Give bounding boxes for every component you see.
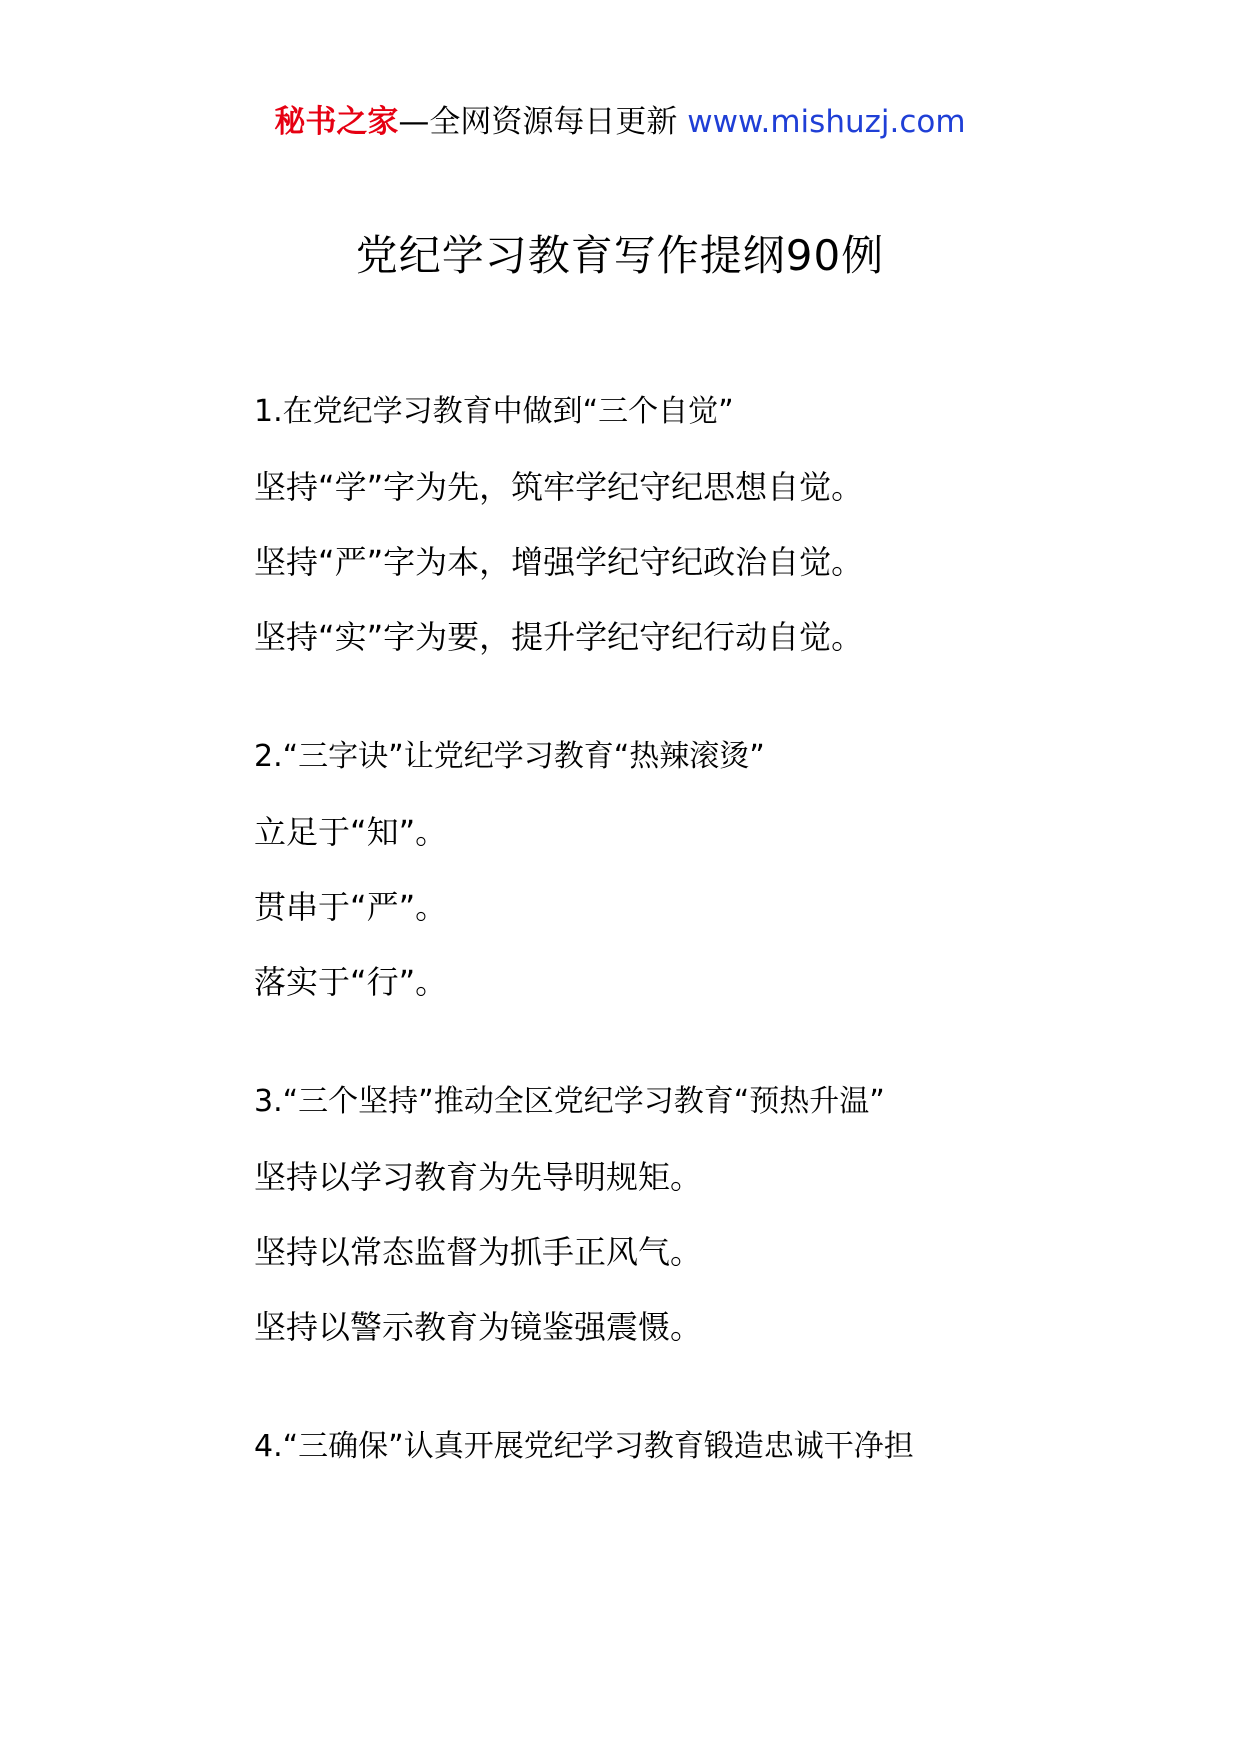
section-heading: 4.“三确保”认真开展党纪学习教育锻造忠诚干净担 <box>254 1429 914 1464</box>
section-item: 立足于“知”。 <box>254 813 448 851</box>
section-item: 坚持“实”字为要，提升学纪守纪行动自觉。 <box>254 618 864 656</box>
brand-name: 秘书之家 <box>274 104 399 140</box>
section-item: 坚持以学习教育为先导明规矩。 <box>254 1158 703 1196</box>
section-2 <box>254 735 1154 1004</box>
section-heading: 1.在党纪学习教育中做到“三个自觉” <box>254 394 734 429</box>
site-url-link[interactable]: www.mishuzj.com <box>687 104 966 140</box>
header-tagline: —全网资源每日更新 <box>398 104 688 140</box>
document-body <box>254 390 1154 1545</box>
section-item: 坚持以常态监督为抓手正风气。 <box>254 1233 703 1271</box>
section-3 <box>254 1080 1154 1349</box>
section-1 <box>254 390 1154 659</box>
site-header <box>0 100 1240 144</box>
section-item: 坚持以警示教育为镜鉴强震慑。 <box>254 1308 703 1346</box>
section-item: 坚持“严”字为本，增强学纪守纪政治自觉。 <box>254 543 864 581</box>
section-item: 坚持“学”字为先，筑牢学纪守纪思想自觉。 <box>254 468 864 506</box>
section-heading: 3.“三个坚持”推动全区党纪学习教育“预热升温” <box>254 1084 885 1119</box>
section-item: 落实于“行”。 <box>254 963 448 1001</box>
section-heading: 2.“三字诀”让党纪学习教育“热辣滚烫” <box>254 739 765 774</box>
document-title: 党纪学习教育写作提纲90例 <box>355 231 885 280</box>
section-item: 贯串于“严”。 <box>254 888 448 926</box>
section-4 <box>254 1425 1154 1469</box>
